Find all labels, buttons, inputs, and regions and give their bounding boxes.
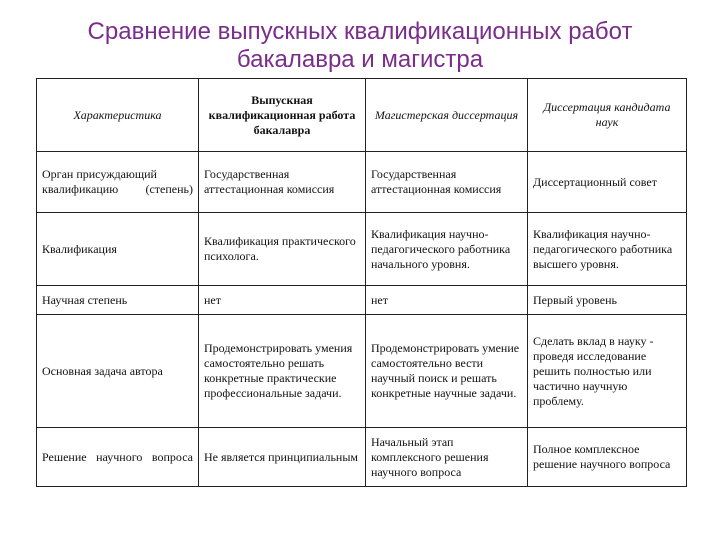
cell-candidate: Сделать вклад в науку - проведя исследование решить полностью или частично научную проблему. — [528, 315, 687, 428]
table-row — [37, 286, 687, 315]
header-characteristic: Характеристика — [37, 79, 199, 152]
header-row — [37, 79, 687, 152]
table-row — [37, 315, 687, 428]
cell-bachelor: Квалификация практического психолога. — [199, 213, 366, 286]
row-label: Научная степень — [37, 286, 199, 315]
cell-candidate: Диссертационный совет — [528, 152, 687, 213]
cell-candidate: Полное комплексное решение научного вопроса — [528, 428, 687, 487]
row-label: Квалификация — [37, 213, 199, 286]
cell-master: Квалификация научно-педагогического работника начального уровня. — [366, 213, 528, 286]
row-label: Решение научного вопроса — [37, 428, 199, 487]
cell-bachelor: Продемонстрировать умения самостоятельно решать конкретные практические профессиональные задачи. — [199, 315, 366, 428]
title-line-2: бакалавра и магистра — [236, 46, 484, 73]
table-row — [37, 152, 687, 213]
cell-master: Начальный этап комплексного решения научного вопроса — [366, 428, 528, 487]
header-bachelor: Выпускная квалификационная работа бакалавра — [199, 79, 366, 152]
table-row — [37, 213, 687, 286]
header-candidate: Диссертация кандидата наук — [528, 79, 687, 152]
cell-bachelor: Не является принципиальным — [199, 428, 366, 487]
cell-candidate: Первый уровень — [528, 286, 687, 315]
title-line-1: Сравнение выпускных квалификационных работ — [87, 18, 633, 45]
comparison-table — [36, 78, 687, 487]
slide-title — [0, 18, 720, 74]
header-master: Магистерская диссертация — [366, 79, 528, 152]
cell-bachelor: нет — [199, 286, 366, 315]
cell-master: Продемонстрировать умение самостоятельно вести научный поиск и решать конкретные научные задачи. — [366, 315, 528, 428]
cell-master: Государственная аттестационная комиссия — [366, 152, 528, 213]
cell-candidate: Квалификация научно-педагогического работника высшего уровня. — [528, 213, 687, 286]
row-label: Орган присуждающий квалификацию (степень) — [37, 152, 199, 213]
cell-master: нет — [366, 286, 528, 315]
row-label: Основная задача автора — [37, 315, 199, 428]
table-row — [37, 428, 687, 487]
cell-bachelor: Государственная аттестационная комиссия — [199, 152, 366, 213]
